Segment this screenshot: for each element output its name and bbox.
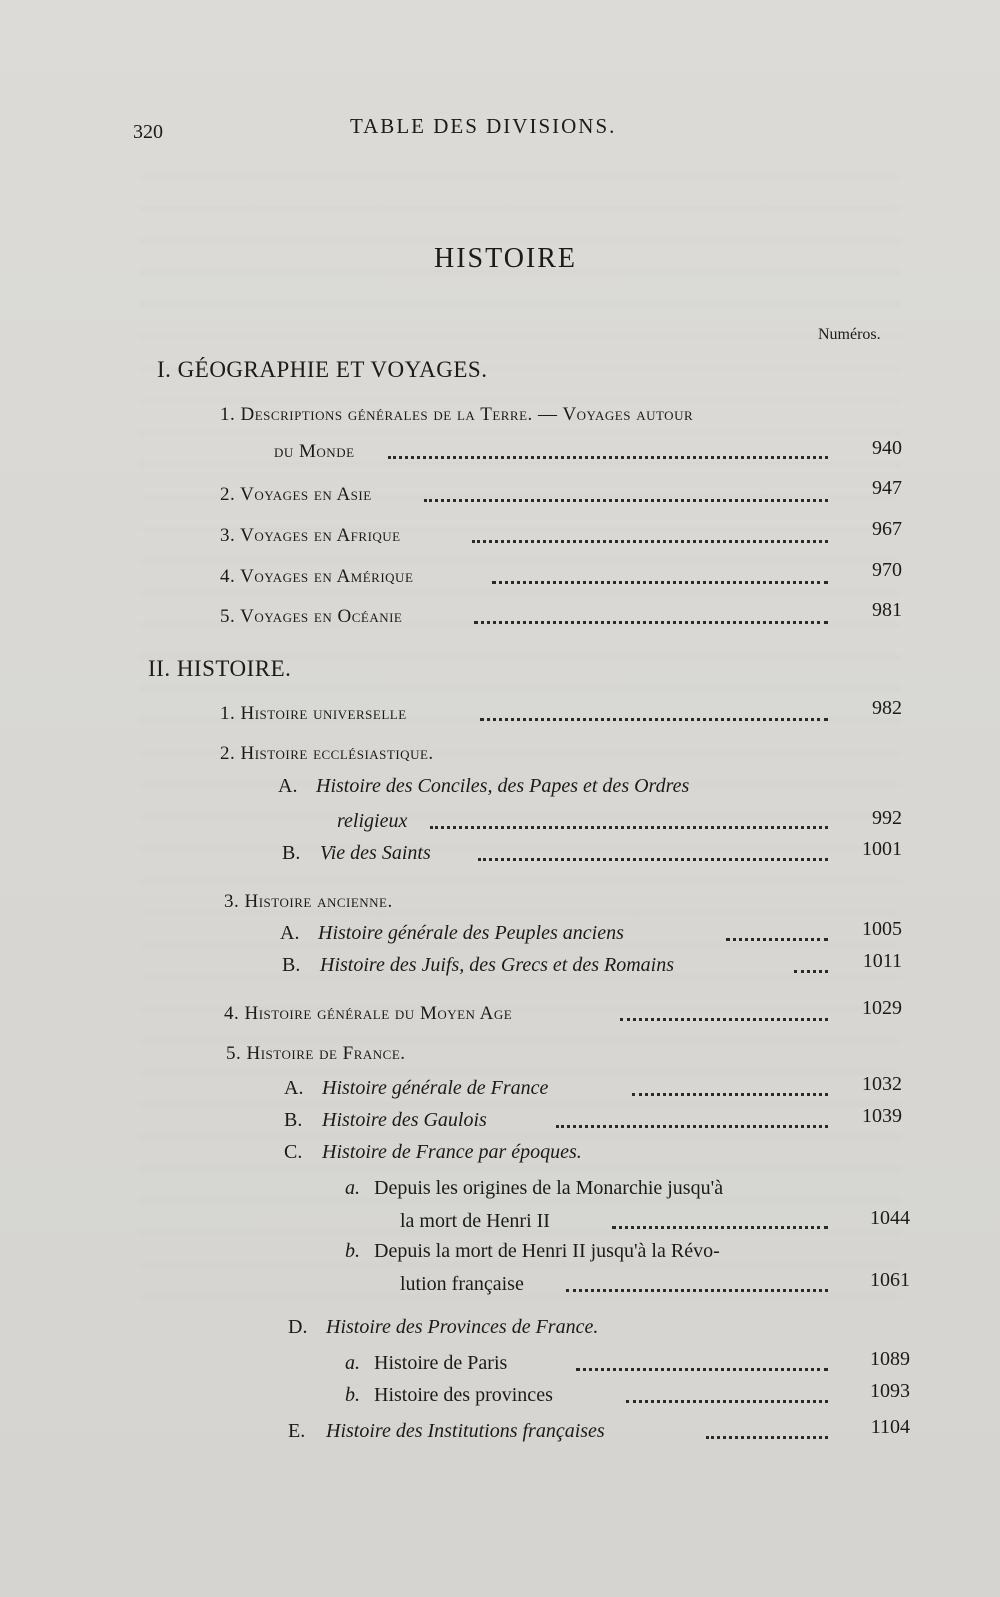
entry-label-epoques: Histoire de France par époques. xyxy=(322,1141,582,1163)
entry-label-peuples: Histoire générale des Peuples anciens xyxy=(318,922,624,944)
dot-leader xyxy=(612,1226,828,1229)
dot-leader xyxy=(626,1400,828,1403)
entry-label-ancienne: 3. Histoire ancienne. xyxy=(224,891,393,912)
entry-label-descriptions: 1. Descriptions générales de la Terre. — Voyages autour xyxy=(220,404,694,425)
entry-label-du-monde: du Monde xyxy=(274,441,355,462)
entry-number: 970 xyxy=(872,559,902,581)
entry-number: 1104 xyxy=(870,1416,910,1438)
entry-number: 1032 xyxy=(862,1073,902,1095)
entry-letter: b. xyxy=(345,1240,360,1262)
entry-letter: B. xyxy=(282,842,301,864)
entry-label-afrique: 3. Voyages en Afrique xyxy=(220,525,401,546)
entry-label-mort-henri: la mort de Henri II xyxy=(400,1210,550,1232)
entry-label-provinces-france: Histoire des Provinces de France. xyxy=(326,1316,599,1338)
entry-number: 992 xyxy=(872,807,902,829)
entry-number: 1093 xyxy=(870,1380,910,1402)
entry-number: 1005 xyxy=(862,918,902,940)
entry-number: 1001 xyxy=(862,838,902,860)
dot-leader xyxy=(794,970,828,973)
dot-leader xyxy=(632,1093,828,1096)
entry-label-asie: 2. Voyages en Asie xyxy=(220,484,372,505)
dot-leader xyxy=(430,826,828,829)
column-label-numeros: Numéros. xyxy=(818,326,881,343)
entry-number: 967 xyxy=(872,518,902,540)
dot-leader xyxy=(478,858,828,861)
entry-letter: A. xyxy=(278,775,298,797)
entry-letter: D. xyxy=(288,1316,308,1338)
dot-leader xyxy=(474,621,828,624)
entry-number: 982 xyxy=(872,697,902,719)
entry-label-provinces: Histoire des provinces xyxy=(374,1384,553,1406)
entry-number: 981 xyxy=(872,599,902,621)
dot-leader xyxy=(726,938,828,941)
entry-letter: a. xyxy=(345,1352,360,1374)
entry-label-moyen-age: 4. Histoire générale du Moyen Age xyxy=(224,1003,513,1024)
entry-letter: a. xyxy=(345,1177,360,1199)
entry-number: 1044 xyxy=(870,1207,910,1229)
dot-leader xyxy=(576,1368,828,1371)
entry-label-revolution: Depuis la mort de Henri II jusqu'à la Révo- xyxy=(374,1240,720,1262)
entry-label-conciles: Histoire des Conciles, des Papes et des Ordres xyxy=(316,775,690,797)
dot-leader xyxy=(556,1125,828,1128)
entry-label-france: 5. Histoire de France. xyxy=(226,1043,406,1064)
entry-label-religieux: religieux xyxy=(337,810,408,832)
entry-label-lution: lution française xyxy=(400,1273,524,1295)
entry-number: 1011 xyxy=(862,950,902,972)
dot-leader xyxy=(492,581,828,584)
entry-letter: C. xyxy=(284,1141,303,1163)
entry-number: 1029 xyxy=(862,997,902,1019)
dot-leader xyxy=(424,499,828,502)
dot-leader xyxy=(620,1018,828,1021)
entry-label-generale-france: Histoire générale de France xyxy=(322,1077,549,1099)
entry-letter: B. xyxy=(282,954,301,976)
entry-label-paris: Histoire de Paris xyxy=(374,1352,508,1374)
section-heading-geographie: I. GÉOGRAPHIE ET VOYAGES. xyxy=(157,357,488,382)
entry-label-universelle: 1. Histoire universelle xyxy=(220,703,407,724)
entry-number: 1039 xyxy=(862,1105,902,1127)
entry-letter: E. xyxy=(288,1420,306,1442)
entry-label-amerique: 4. Voyages en Amérique xyxy=(220,566,414,587)
page-number: 320 xyxy=(133,121,163,143)
entry-label-saints: Vie des Saints xyxy=(320,842,431,864)
entry-letter: b. xyxy=(345,1384,360,1406)
dot-leader xyxy=(472,540,828,543)
entry-number: 940 xyxy=(872,437,902,459)
entry-letter: B. xyxy=(284,1109,303,1131)
dot-leader xyxy=(480,718,828,721)
entry-label-juifs: Histoire des Juifs, des Grecs et des Romains xyxy=(320,954,675,976)
entry-label-institutions: Histoire des Institutions françaises xyxy=(326,1420,605,1442)
dot-leader xyxy=(566,1289,828,1292)
running-title: TABLE DES DIVISIONS. xyxy=(350,114,617,138)
entry-number: 947 xyxy=(872,477,902,499)
section-heading-histoire: II. HISTOIRE. xyxy=(148,656,292,681)
page-title: HISTOIRE xyxy=(434,243,578,274)
entry-letter: A. xyxy=(284,1077,304,1099)
entry-number: 1061 xyxy=(870,1269,910,1291)
entry-number: 1089 xyxy=(870,1348,910,1370)
entry-label-ecclesiastique: 2. Histoire ecclésiastique. xyxy=(220,743,434,764)
entry-letter: A. xyxy=(280,922,300,944)
entry-label-origines: Depuis les origines de la Monarchie jusqu'à xyxy=(374,1177,724,1199)
dot-leader xyxy=(706,1436,828,1439)
entry-label-oceanie: 5. Voyages en Océanie xyxy=(220,606,403,627)
dot-leader xyxy=(388,456,828,459)
entry-label-gaulois: Histoire des Gaulois xyxy=(322,1109,487,1131)
